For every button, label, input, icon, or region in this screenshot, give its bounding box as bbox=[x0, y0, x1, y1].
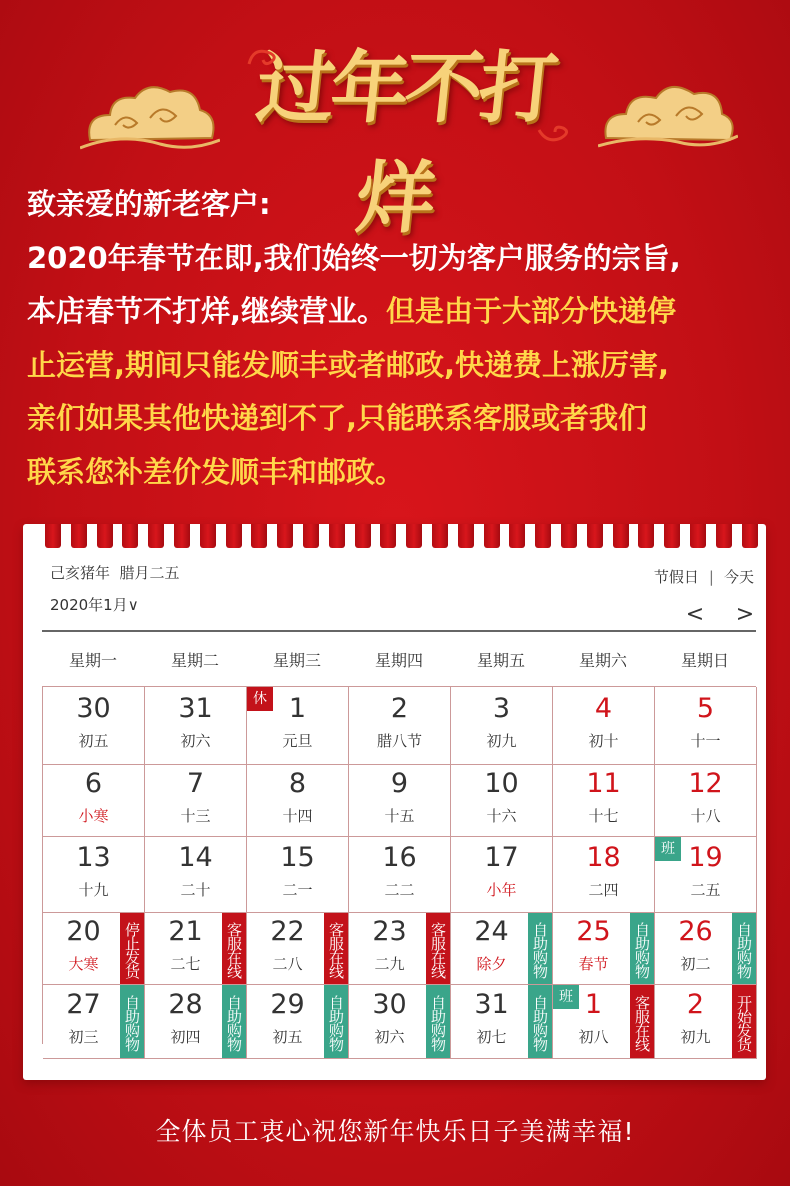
lunar-label: 腊八节 bbox=[376, 732, 422, 750]
day-number: 9 bbox=[390, 768, 409, 799]
next-month-button[interactable]: > bbox=[735, 602, 755, 627]
today-link[interactable]: 今天 bbox=[723, 568, 754, 586]
day-number: 11 bbox=[586, 768, 621, 799]
day-number: 24 bbox=[474, 916, 509, 947]
day-cell[interactable] bbox=[451, 913, 553, 985]
day-cell[interactable] bbox=[247, 765, 349, 837]
day-cell[interactable] bbox=[553, 913, 655, 985]
notice-line bbox=[27, 339, 777, 393]
day-number: 30 bbox=[76, 693, 111, 724]
day-cell[interactable] bbox=[145, 687, 247, 765]
lunar-label: 初九 bbox=[486, 732, 517, 750]
status-tag: 自助购物 bbox=[732, 913, 756, 984]
status-tag: 自助购物 bbox=[630, 913, 654, 984]
binding-ring bbox=[458, 524, 474, 548]
weekday-label: 星期六 bbox=[578, 651, 627, 670]
lunar-label: 二二 bbox=[384, 881, 415, 899]
page-title: 过年不打烊 bbox=[252, 43, 558, 244]
binding-ring bbox=[226, 524, 242, 548]
binding-ring bbox=[638, 524, 654, 548]
notice-text bbox=[27, 178, 777, 499]
notice-segment: 本店春节不打烊,继续营业。 bbox=[27, 294, 387, 328]
notice-highlight-text: 亲们如果其他快递到不了,只能联系客服或者我们 bbox=[27, 401, 648, 435]
lunar-label: 初九 bbox=[680, 1028, 711, 1046]
day-number: 12 bbox=[688, 768, 723, 799]
day-number: 7 bbox=[186, 768, 205, 799]
day-number: 8 bbox=[288, 768, 307, 799]
binding-ring bbox=[148, 524, 164, 548]
binding-ring bbox=[690, 524, 706, 548]
lunar-label: 小年 bbox=[486, 881, 517, 899]
lunar-label: 春节 bbox=[578, 955, 609, 973]
lunar-date-label: 己亥猪年 腊月二五 bbox=[50, 564, 180, 582]
day-cell[interactable] bbox=[247, 913, 349, 985]
lunar-label: 二四 bbox=[588, 881, 619, 899]
lunar-label: 十八 bbox=[690, 807, 721, 825]
lunar-label: 初六 bbox=[180, 732, 211, 750]
binding-ring bbox=[432, 524, 448, 548]
day-number: 23 bbox=[372, 916, 407, 947]
lunar-label: 初二 bbox=[680, 955, 711, 973]
day-number: 10 bbox=[484, 768, 519, 799]
day-cell[interactable] bbox=[43, 913, 145, 985]
lunar-label: 十一 bbox=[690, 732, 721, 750]
lunar-label: 除夕 bbox=[476, 955, 507, 973]
notice-segment: 2020年春节在即,我们始终一切为客户服务的宗旨, bbox=[27, 240, 681, 275]
weekday-label: 星期一 bbox=[68, 651, 117, 670]
notice-line bbox=[27, 392, 777, 446]
month-selector[interactable]: 2020年1月∨ bbox=[50, 596, 139, 614]
day-cell[interactable] bbox=[145, 765, 247, 837]
weekday-label: 星期二 bbox=[170, 651, 219, 670]
binding-ring bbox=[71, 524, 87, 548]
binding-ring bbox=[613, 524, 629, 548]
day-badge: 休 bbox=[247, 687, 273, 711]
day-cell[interactable] bbox=[145, 985, 247, 1059]
day-cell[interactable] bbox=[553, 687, 655, 765]
status-tag: 开始发货 bbox=[732, 985, 756, 1058]
binding-ring bbox=[355, 524, 371, 548]
day-cell[interactable] bbox=[655, 687, 757, 765]
notice-line bbox=[27, 178, 777, 232]
lunar-label: 初三 bbox=[68, 1028, 99, 1046]
day-cell[interactable] bbox=[145, 913, 247, 985]
day-number: 26 bbox=[678, 916, 713, 947]
day-number: 20 bbox=[66, 916, 101, 947]
weekday-label: 星期日 bbox=[680, 651, 729, 670]
status-tag: 停止发货 bbox=[120, 913, 144, 984]
binding-ring bbox=[329, 524, 345, 548]
swirl-decoration-icon bbox=[245, 44, 285, 70]
day-cell[interactable] bbox=[451, 837, 553, 913]
day-badge: 班 bbox=[655, 837, 681, 861]
day-cell[interactable] bbox=[655, 985, 757, 1059]
lunar-label: 小寒 bbox=[78, 807, 109, 825]
notice-segment: 致亲爱的新老客户: bbox=[27, 187, 271, 221]
day-cell[interactable] bbox=[349, 837, 451, 913]
binding-ring bbox=[200, 524, 216, 548]
weekday-header bbox=[42, 648, 756, 686]
binding-ring bbox=[251, 524, 267, 548]
day-cell[interactable] bbox=[553, 985, 655, 1059]
day-cell[interactable] bbox=[451, 687, 553, 765]
day-number: 16 bbox=[382, 842, 417, 873]
day-cell[interactable] bbox=[247, 837, 349, 913]
binding-ring bbox=[716, 524, 732, 548]
notice-highlight-text: 联系您补差价发顺丰和邮政。 bbox=[27, 454, 405, 489]
binding-ring bbox=[174, 524, 190, 548]
day-number: 25 bbox=[576, 916, 611, 947]
status-tag: 自助购物 bbox=[426, 985, 450, 1058]
calendar-card bbox=[23, 524, 766, 1080]
day-cell[interactable] bbox=[43, 837, 145, 913]
lunar-label: 二九 bbox=[374, 955, 405, 973]
day-cell[interactable] bbox=[553, 837, 655, 913]
footer-greeting: 全体员工衷心祝您新年快乐日子美满幸福! bbox=[155, 1117, 635, 1146]
weekday-label: 星期五 bbox=[476, 651, 525, 670]
notice-line bbox=[27, 446, 777, 500]
lunar-label: 初十 bbox=[588, 732, 619, 750]
holiday-link[interactable]: 节假日 bbox=[653, 568, 699, 586]
binding-ring bbox=[561, 524, 577, 548]
binding-ring bbox=[509, 524, 525, 548]
status-tag: 自助购物 bbox=[528, 985, 552, 1058]
day-number: 1 bbox=[584, 989, 603, 1020]
day-cell[interactable] bbox=[43, 687, 145, 765]
status-tag: 客服在线 bbox=[324, 913, 348, 984]
day-number: 14 bbox=[178, 842, 213, 873]
day-cell[interactable] bbox=[349, 687, 451, 765]
day-cell[interactable] bbox=[655, 837, 757, 913]
swirl-decoration-icon bbox=[535, 122, 575, 148]
notice-highlight-text: 止运营,期间只能发顺丰或者邮政,快递费上涨厉害, bbox=[27, 347, 670, 382]
lunar-label: 十三 bbox=[180, 807, 211, 825]
weekday-label: 星期四 bbox=[374, 651, 423, 670]
calendar-binding-rings bbox=[23, 524, 766, 548]
status-tag: 客服在线 bbox=[222, 913, 246, 984]
lunar-label: 初四 bbox=[170, 1028, 201, 1046]
lunar-label: 十四 bbox=[282, 807, 313, 825]
status-tag: 客服在线 bbox=[426, 913, 450, 984]
day-cell[interactable] bbox=[349, 913, 451, 985]
lunar-label: 元旦 bbox=[282, 732, 313, 750]
status-tag: 自助购物 bbox=[324, 985, 348, 1058]
binding-ring bbox=[122, 524, 138, 548]
lunar-label: 初六 bbox=[374, 1028, 405, 1046]
day-cell[interactable] bbox=[451, 765, 553, 837]
day-cell[interactable] bbox=[349, 765, 451, 837]
day-number: 5 bbox=[696, 693, 715, 724]
notice-highlight-text: 但是由于大部分快递停 bbox=[386, 294, 677, 328]
lunar-label: 二一 bbox=[282, 881, 313, 899]
binding-ring bbox=[535, 524, 551, 548]
day-badge: 班 bbox=[553, 985, 579, 1009]
lunar-label: 二五 bbox=[690, 881, 721, 899]
left-cloud-ornament bbox=[80, 70, 220, 160]
binding-ring bbox=[484, 524, 500, 548]
binding-ring bbox=[380, 524, 396, 548]
day-number: 30 bbox=[372, 989, 407, 1020]
day-number: 4 bbox=[594, 693, 613, 724]
day-cell[interactable] bbox=[451, 985, 553, 1059]
lunar-label: 初七 bbox=[476, 1028, 507, 1046]
binding-ring bbox=[406, 524, 422, 548]
day-number: 6 bbox=[84, 768, 103, 799]
day-cell[interactable] bbox=[349, 985, 451, 1059]
binding-ring bbox=[303, 524, 319, 548]
calendar-links bbox=[654, 566, 754, 587]
day-number: 17 bbox=[484, 842, 519, 873]
lunar-label: 十六 bbox=[486, 807, 517, 825]
lunar-label: 初五 bbox=[78, 732, 109, 750]
day-cell[interactable] bbox=[247, 687, 349, 765]
binding-ring bbox=[45, 524, 61, 548]
day-number: 15 bbox=[280, 842, 315, 873]
day-number: 3 bbox=[492, 693, 511, 724]
day-cell[interactable] bbox=[655, 765, 757, 837]
binding-ring bbox=[277, 524, 293, 548]
day-number: 19 bbox=[688, 842, 723, 873]
lunar-label: 初八 bbox=[578, 1028, 609, 1046]
day-number: 2 bbox=[390, 693, 409, 724]
lunar-label: 大寒 bbox=[68, 955, 99, 973]
calendar-grid bbox=[42, 686, 756, 1051]
day-cell[interactable] bbox=[43, 985, 145, 1059]
binding-ring bbox=[587, 524, 603, 548]
status-tag: 客服在线 bbox=[630, 985, 654, 1058]
day-number: 31 bbox=[474, 989, 509, 1020]
lunar-label: 二十 bbox=[180, 881, 211, 899]
notice-line bbox=[27, 285, 777, 339]
status-tag: 自助购物 bbox=[528, 913, 552, 984]
day-number: 27 bbox=[66, 989, 101, 1020]
day-cell[interactable] bbox=[247, 985, 349, 1059]
day-number: 13 bbox=[76, 842, 111, 873]
binding-ring bbox=[664, 524, 680, 548]
notice-line bbox=[27, 232, 777, 286]
status-tag: 自助购物 bbox=[222, 985, 246, 1058]
day-number: 2 bbox=[686, 989, 705, 1020]
lunar-label: 二七 bbox=[170, 955, 201, 973]
lunar-label: 十七 bbox=[588, 807, 619, 825]
lunar-label: 十九 bbox=[78, 881, 109, 899]
day-cell[interactable] bbox=[655, 913, 757, 985]
day-number: 29 bbox=[270, 989, 305, 1020]
weekday-label: 星期三 bbox=[272, 651, 321, 670]
status-tag: 自助购物 bbox=[120, 985, 144, 1058]
lunar-label: 初五 bbox=[272, 1028, 303, 1046]
binding-ring bbox=[97, 524, 113, 548]
calendar-divider bbox=[42, 630, 756, 632]
day-number: 1 bbox=[288, 693, 307, 724]
month-navigation bbox=[680, 602, 760, 627]
link-separator: | bbox=[708, 568, 714, 586]
day-number: 22 bbox=[270, 916, 305, 947]
lunar-label: 十五 bbox=[384, 807, 415, 825]
day-cell[interactable] bbox=[553, 765, 655, 837]
day-number: 31 bbox=[178, 693, 213, 724]
prev-month-button[interactable]: < bbox=[685, 602, 705, 627]
lunar-label: 二八 bbox=[272, 955, 303, 973]
day-number: 18 bbox=[586, 842, 621, 873]
binding-ring bbox=[742, 524, 758, 548]
day-number: 28 bbox=[168, 989, 203, 1020]
day-cell[interactable] bbox=[43, 765, 145, 837]
day-cell[interactable] bbox=[145, 837, 247, 913]
right-cloud-ornament bbox=[598, 70, 738, 160]
day-number: 21 bbox=[168, 916, 203, 947]
